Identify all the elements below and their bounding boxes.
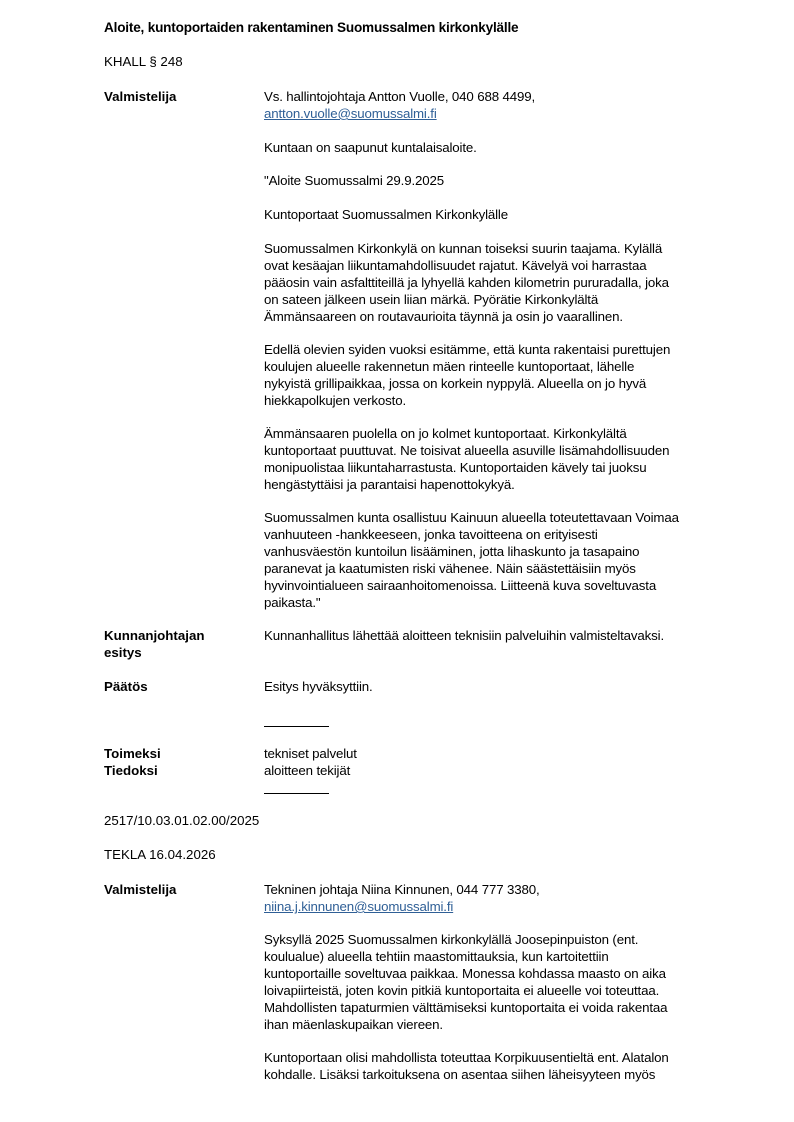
esitys-label-line: Kunnanjohtajan bbox=[104, 628, 205, 643]
paragraph-line: koulualue) alueella tehtiin maastomittauksia, kun kartoitettiin bbox=[264, 949, 609, 964]
tekla-reference: TEKLA 16.04.2026 bbox=[104, 847, 216, 862]
paragraph-line: Edellä olevien syiden vuoksi esitämme, että kunta rakentaisi purettujen bbox=[264, 342, 671, 357]
paragraph-line: pääosin vain asfalttiteillä ja lyhyellä kahden kilometrin pururadalla, joka bbox=[264, 275, 669, 290]
valmistelija-block bbox=[264, 88, 744, 122]
tiedoksi-text: aloitteen tekijät bbox=[264, 763, 351, 778]
paragraph-line: Ämmänsaaren puolella on jo kolmet kuntoportaat. Kirkonkylältä bbox=[264, 426, 627, 441]
paragraph-line: paikasta." bbox=[264, 595, 321, 610]
toimeksi-label: Toimeksi bbox=[104, 746, 161, 761]
quote-title: Kuntoportaat Suomussalmen Kirkonkylälle bbox=[264, 207, 508, 222]
paragraph-5 bbox=[264, 931, 744, 1033]
paragraph-line: hyvinvointialueen sairaanhoitomenoissa. Liitteenä kuva soveltuvasta bbox=[264, 578, 657, 593]
tiedoksi-label: Tiedoksi bbox=[104, 763, 158, 778]
paragraph-line: monipuolistaa liikuntaharrastusta. Kuntoportaiden kävely tai juoksu bbox=[264, 460, 647, 475]
paragraph-1 bbox=[264, 240, 744, 325]
paragraph-line: vanhusväestön kuntoilun lisääminen, jotta lihaskunto ja tasapaino bbox=[264, 544, 640, 559]
paragraph-6 bbox=[264, 1049, 744, 1083]
paragraph-line: paranevat ja kaatumisten riski vähenee. Näin säästettäisiin myös bbox=[264, 561, 636, 576]
paragraph-line: ovat kesäajan liikuntamahdollisuudet rajatut. Kävelyä voi harrastaa bbox=[264, 258, 647, 273]
paragraph-line: kuntoportaat puuttuvat. Ne toisivat alueella asuville lisämahdollisuuden bbox=[264, 443, 670, 458]
khall-reference: KHALL § 248 bbox=[104, 54, 183, 69]
valmistelija-label-2: Valmistelija bbox=[104, 882, 177, 897]
paragraph-line: kuntoportaille soveltuvaa paikkaa. Monessa kohdassa maasto on aika bbox=[264, 966, 666, 981]
paragraph-line: Syksyllä 2025 Suomussalmen kirkonkylällä Joosepinpuiston (ent. bbox=[264, 932, 639, 947]
valmistelija-text-2: Tekninen johtaja Niina Kinnunen, 044 777 3380, bbox=[264, 882, 540, 897]
paragraph-line: Suomussalmen kunta osallistuu Kainuun alueella toteutettavaan Voimaa bbox=[264, 510, 679, 525]
paragraph-line: koulujen alueelle rakennetun mäen rinteelle kuntoportaat, lähelle bbox=[264, 359, 635, 374]
valmistelija-email-link[interactable]: antton.vuolle@suomussalmi.fi bbox=[264, 106, 437, 121]
esitys-label-line: esitys bbox=[104, 645, 142, 660]
paragraph-line: on sateen jälkeen usein liian märkä. Pyörätie Kirkonkylältä bbox=[264, 292, 599, 307]
paragraph-line: Ämmänsaareen on routavaurioita täynnä ja osin jo vaarallinen. bbox=[264, 309, 623, 324]
paragraph-line: loivapiirteistä, joten kovin pitkiä kuntoportaita ei alueelle voi toteuttaa. bbox=[264, 983, 660, 998]
document-title: Aloite, kuntoportaiden rakentaminen Suomussalmen kirkonkylälle bbox=[104, 20, 519, 35]
esitys-text: Kunnanhallitus lähettää aloitteen teknisiin palveluihin valmisteltavaksi. bbox=[264, 628, 665, 643]
diary-number: 2517/10.03.01.02.00/2025 bbox=[104, 813, 260, 828]
valmistelija-email-link-2[interactable]: niina.j.kinnunen@suomussalmi.fi bbox=[264, 899, 454, 914]
quote-heading: "Aloite Suomussalmi 29.9.2025 bbox=[264, 173, 444, 188]
esitys-label bbox=[104, 627, 204, 661]
paragraph-line: ihan mäenlaskupaikan viereen. bbox=[264, 1017, 443, 1032]
paragraph-line: Suomussalmen Kirkonkylä on kunnan toiseksi suurin taajama. Kylällä bbox=[264, 241, 663, 256]
paragraph-2 bbox=[264, 341, 744, 409]
valmistelija-block-2 bbox=[264, 881, 744, 915]
paragraph-line: nykyistä grillipaikkaa, jossa on korkein nyppylä. Alueella on jo hyvä bbox=[264, 376, 647, 391]
paatos-text: Esitys hyväksyttiin. bbox=[264, 679, 373, 694]
valmistelija-text: Vs. hallintojohtaja Antton Vuolle, 040 688 4499, bbox=[264, 89, 536, 104]
paragraph-line: kohdalle. Lisäksi tarkoituksena on asentaa siihen läheisyyteen myös bbox=[264, 1067, 656, 1082]
paragraph-4 bbox=[264, 509, 744, 611]
divider-line bbox=[264, 726, 329, 727]
paragraph-line: Mahdollisten tapaturmien välttämiseksi kuntoportaita ei voida rakentaa bbox=[264, 1000, 668, 1015]
toimeksi-text: tekniset palvelut bbox=[264, 746, 357, 761]
paragraph-3 bbox=[264, 425, 744, 493]
intro-text: Kuntaan on saapunut kuntalaisaloite. bbox=[264, 140, 477, 155]
paatos-label: Päätös bbox=[104, 679, 148, 694]
valmistelija-label: Valmistelija bbox=[104, 89, 177, 104]
paragraph-line: hiekkapolkujen verkosto. bbox=[264, 393, 407, 408]
paragraph-line: Kuntoportaan olisi mahdollista toteuttaa Korpikuusentieltä ent. Alatalon bbox=[264, 1050, 669, 1065]
divider-line bbox=[264, 793, 329, 794]
paragraph-line: hengästyttäisi ja parantaisi hapenottokykyä. bbox=[264, 477, 515, 492]
paragraph-line: vanhuuteen -hankkeeseen, jonka tavoitteena on erityisesti bbox=[264, 527, 598, 542]
